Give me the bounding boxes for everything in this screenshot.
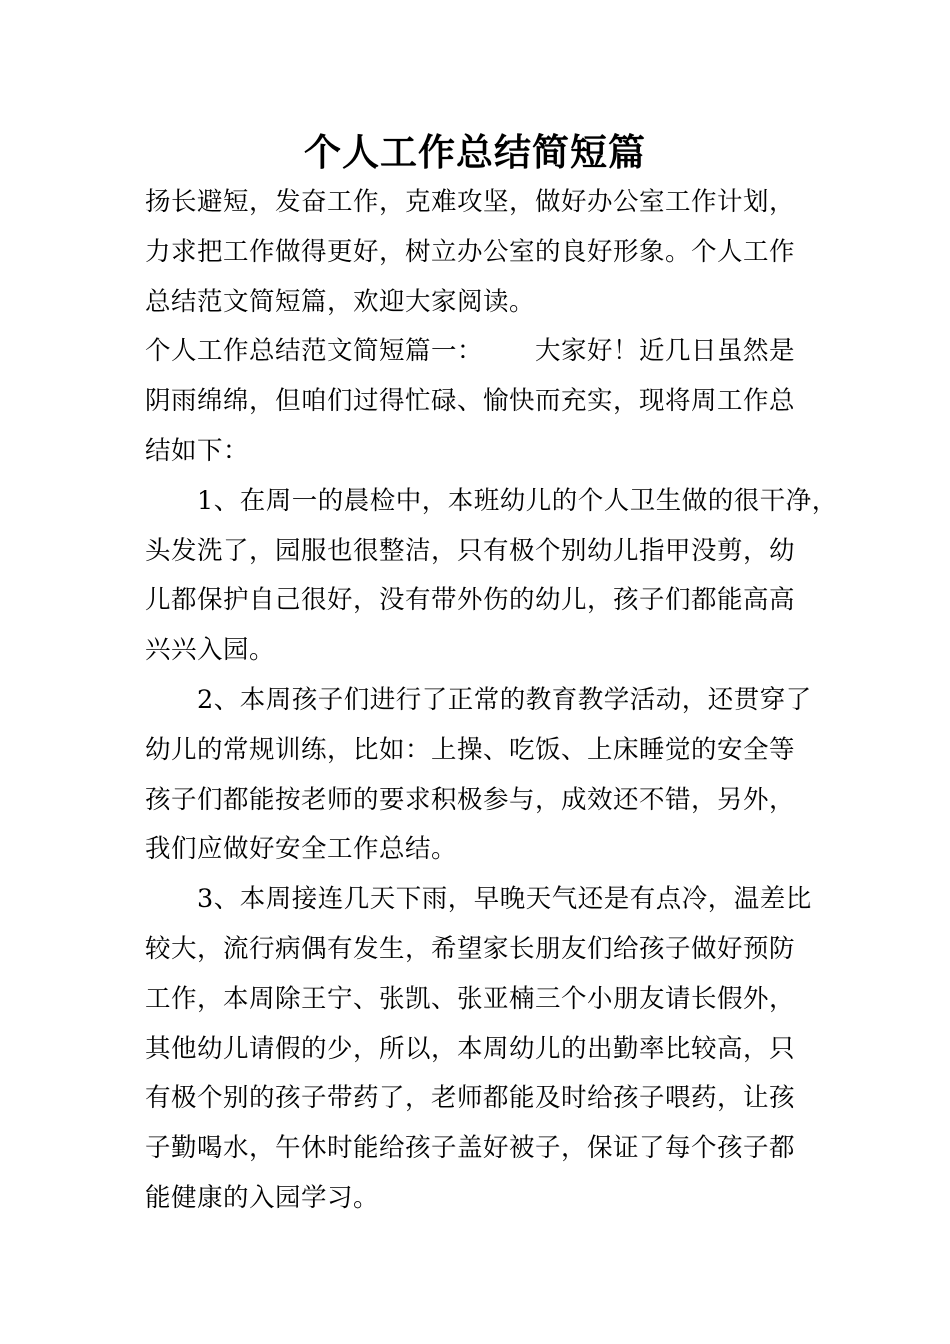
section-line: 结如下： — [145, 435, 250, 466]
paragraph-2-line: 我们应做好安全工作总结。 — [145, 834, 458, 865]
document-title: 个人工作总结简短篇 — [304, 130, 646, 174]
paragraph-1-line: 1、在周一的晨检中，本班幼儿的个人卫生做的很干净， — [197, 485, 838, 516]
document-body — [145, 178, 838, 1224]
intro-line: 力求把工作做得更好，树立办公室的良好形象。个人工作 — [145, 236, 796, 267]
paragraph-3-line: 能健康的入园学习。 — [145, 1182, 380, 1213]
paragraph-2-line: 孩子们都能按老师的要求积极参与，成效还不错，另外， — [145, 784, 796, 815]
paragraph-3-line: 工作，本周除王宁、张凯、张亚楠三个小朋友请长假外， — [145, 983, 796, 1014]
intro-line: 总结范文简短篇，欢迎大家阅读。 — [145, 286, 536, 317]
paragraph-1-line: 头发洗了，园服也很整洁，只有极个别幼儿指甲没剪，幼 — [145, 535, 796, 566]
paragraph-2-line: 2、本周孩子们进行了正常的教育教学活动，还贯穿了 — [197, 684, 812, 715]
paragraph-1-line: 兴兴入园。 — [145, 635, 276, 666]
intro-line: 扬长避短，发奋工作，克难攻坚，做好办公室工作计划， — [145, 187, 796, 217]
paragraph-3-line: 较大，流行病偶有发生，希望家长朋友们给孩子做好预防 — [145, 933, 796, 964]
section-line: 阴雨绵绵，但咱们过得忙碌、愉快而充实，现将周工作总 — [145, 386, 796, 417]
paragraph-3-line: 3、本周接连几天下雨，早晚天气还是有点冷，温差比 — [197, 884, 812, 915]
section-heading: 个人工作总结范文简短篇一： — [145, 336, 484, 367]
paragraph-3-line: 有极个别的孩子带药了，老师都能及时给孩子喂药，让孩 — [145, 1083, 796, 1114]
paragraph-1-line: 儿都保护自己很好，没有带外伤的幼儿，孩子们都能高高 — [145, 585, 796, 616]
paragraph-3-line: 其他幼儿请假的少，所以，本周幼儿的出勤率比较高，只 — [145, 1033, 796, 1064]
paragraph-3-line: 子勤喝水，午休时能给孩子盖好被子，保证了每个孩子都 — [145, 1133, 796, 1164]
paragraph-2-line: 幼儿的常规训练，比如：上操、吃饭、上床睡觉的安全等 — [145, 734, 796, 765]
section-lead: 大家好！近几日虽然是 — [535, 336, 796, 367]
section-heading-line — [145, 327, 825, 377]
